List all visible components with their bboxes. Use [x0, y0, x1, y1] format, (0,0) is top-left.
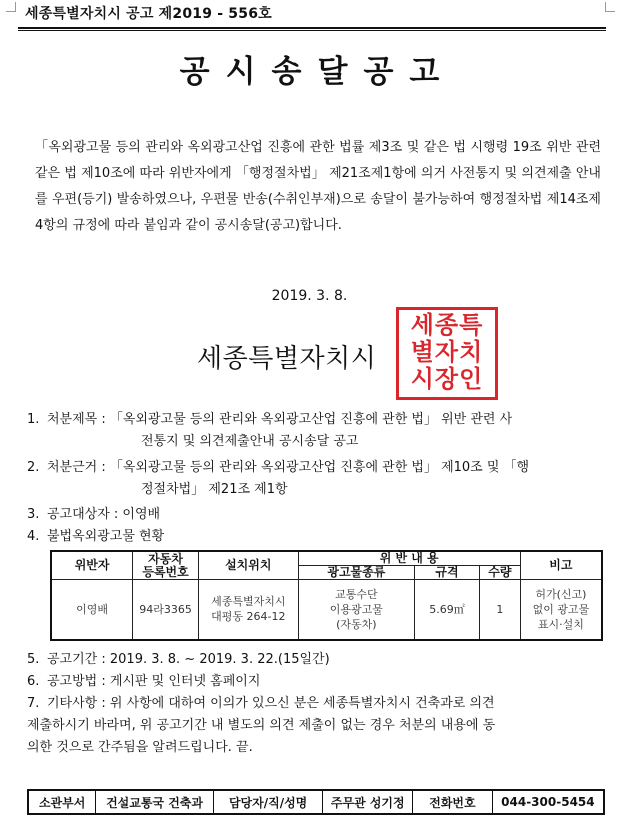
item-number: 3. — [27, 507, 40, 522]
issuer-name: 세종특별자치시 — [197, 344, 377, 374]
header-size: 규격 — [415, 566, 480, 580]
cell-location — [198, 580, 298, 640]
cell-quantity: 1 — [479, 580, 520, 640]
cell-note — [520, 580, 602, 640]
contact-table — [27, 789, 605, 815]
cell-text: 세종특별자치시 — [211, 595, 286, 609]
official-seal-stamp — [396, 307, 498, 400]
cell-text: (자동차) — [336, 617, 377, 631]
header-text: 자동차 — [148, 551, 183, 566]
header-text: 등록번호 — [142, 564, 189, 579]
header-violation-content: 위 반 내 용 — [298, 551, 520, 566]
header-quantity: 수량 — [479, 566, 520, 580]
table-row — [51, 580, 602, 640]
header-vehicle-number — [133, 551, 199, 580]
item-text-continued: 전통지 및 의견제출안내 공시송달 공고 — [141, 434, 359, 449]
item-text-continued: 의한 것으로 간주됨을 알려드립니다. 끝. — [27, 740, 253, 755]
item-number: 4. — [27, 529, 40, 544]
phone-label: 전화번호 — [413, 790, 493, 814]
list-item — [27, 457, 602, 501]
item-text-continued: 제출하시기 바라며, 위 공고기간 내 별도의 의견 제출이 없는 경우 처분의 내용에 동 — [27, 718, 496, 733]
item-number: 7. — [27, 696, 40, 711]
person-label: 담당자/직/성명 — [213, 790, 323, 814]
cell-text: 대평동 264-12 — [211, 610, 286, 624]
item-number: 2. — [27, 460, 40, 475]
violation-table — [50, 550, 603, 641]
page-title: 공시송달공고 — [179, 54, 456, 90]
header-location: 설치위치 — [198, 551, 298, 580]
page-corner-mark — [605, 2, 615, 12]
cell-text: 없이 광고물 — [532, 602, 590, 616]
intro-paragraph: 「옥외광고물 등의 관리와 옥외광고산업 진흥에 관한 법률 제3조 및 같은 법 시행령 19조 위반 관련 같은 법 제10조에 따라 위반자에게 「행정절차법」 제21조제1항에 의거 사전통지 및 의견제출 안내를 우편(등기) 발송하였으나, 우편물 반송(수취인부재)으로 송달이 불가능하여 행정절차법 제14조제4항의 규정에 따라 붙임과 같이 공시송달(공고)합니다. — [35, 140, 601, 233]
item-number: 5. — [27, 652, 40, 667]
cell-ad-type — [298, 580, 415, 640]
cell-violator: 이영배 — [51, 580, 133, 640]
header-divider — [18, 30, 606, 31]
dept-label: 소관부서 — [28, 790, 96, 814]
list-item — [27, 504, 602, 526]
seal-line: 시장인 — [410, 365, 484, 393]
item-text: 불법옥외광고물 현황 — [47, 529, 165, 544]
item-text: 처분근거 : 「옥외광고물 등의 관리와 옥외광고산업 진흥에 관한 법」 제10조 및 「행 — [47, 460, 530, 475]
notice-number: 세종특별자치시 공고 제2019 - 556호 — [25, 6, 272, 22]
cell-size: 5.69㎡ — [415, 580, 480, 640]
page-corner-mark — [6, 2, 16, 12]
issue-date: 2019. 3. 8. — [271, 288, 348, 304]
cell-text: 허가(신고) — [535, 587, 587, 601]
header-divider — [18, 27, 606, 29]
item-number: 1. — [27, 412, 40, 427]
item-text: 공고방법 : 게시판 및 인터넷 홈페이지 — [47, 674, 261, 689]
header-ad-type: 광고물종류 — [298, 566, 415, 580]
list-item — [27, 671, 602, 693]
item-text: 공고기간 : 2019. 3. 8. ~ 2019. 3. 22.(15일간) — [47, 652, 330, 667]
item-number: 6. — [27, 674, 40, 689]
seal-line: 별자치 — [410, 338, 484, 366]
item-text: 처분제목 : 「옥외광고물 등의 관리와 옥외광고산업 진흥에 관한 법」 위반 관련 사 — [47, 412, 513, 427]
item-text: 공고대상자 : 이영배 — [47, 507, 161, 522]
item-text: 기타사항 : 위 사항에 대하여 이의가 있으신 분은 세종특별자치시 건축과로 의견 — [47, 696, 495, 711]
cell-text: 교통수단 — [335, 587, 378, 601]
seal-line: 세종특 — [410, 311, 484, 339]
list-item — [27, 693, 602, 763]
cell-vehicle-number: 94라3365 — [133, 580, 199, 640]
item-text-continued: 정절차법」 제21조 제1항 — [141, 482, 288, 497]
list-item — [27, 526, 602, 548]
cell-text: 이용광고물 — [329, 602, 383, 616]
header-violator: 위반자 — [51, 551, 133, 580]
header-note: 비고 — [520, 551, 602, 580]
person-value: 주무관 성기정 — [323, 790, 413, 814]
list-item — [27, 409, 602, 453]
phone-value: 044-300-5454 — [492, 790, 604, 814]
list-item — [27, 649, 602, 671]
dept-value: 건설교통국 건축과 — [96, 790, 214, 814]
cell-text: 표시·설치 — [537, 617, 584, 631]
